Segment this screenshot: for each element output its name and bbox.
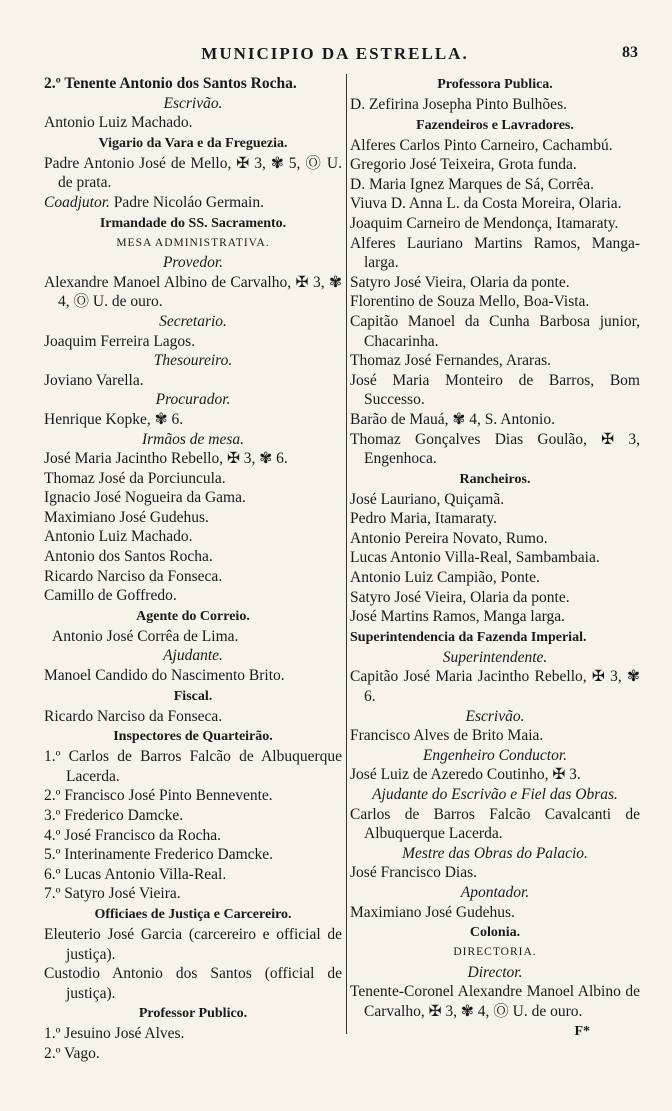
entry: Antonio dos Santos Rocha. [44, 548, 213, 566]
section-heading: Superintendencia da Fazenda Imperial. [350, 629, 587, 645]
entry: José Lauriano, Quiçamã. [350, 490, 505, 508]
left-column [44, 74, 342, 1090]
entry: Lucas Antonio Villa-Real, Sambambaia. [350, 549, 600, 567]
entry: Francisco Alves de Brito Maia. [350, 727, 544, 745]
role-heading: Escrivão. [163, 94, 223, 112]
entry: Capitão Manoel da Cunha Barbosa junior, Chacarinha. [350, 312, 640, 350]
entry: Joviano Varella. [44, 371, 144, 389]
section-heading: Agente do Correio. [136, 608, 250, 624]
role-heading: Irmãos de mesa. [141, 430, 245, 448]
page-header [44, 40, 638, 72]
entry: Barão de Mauá, ✾ 4, S. Antonio. [350, 410, 555, 428]
signature-mark: F* [574, 1023, 590, 1039]
list-item: 5.º Interinamente Frederico Damcke. [44, 846, 274, 864]
entry: D. Zefirina Josepha Pinto Bulhões. [350, 96, 567, 113]
entry: D. Maria Ignez Marques de Sá, Corrêa. [350, 175, 595, 193]
entry: Antonio Luiz Machado. [44, 528, 193, 546]
entry: Joaquim Ferreira Lagos. [44, 332, 196, 350]
two-column-body [44, 74, 640, 1090]
entry: Ricardo Narciso da Fonseca. [44, 707, 223, 725]
role-heading: Provedor. [162, 254, 224, 272]
role-heading: Procurador. [155, 391, 231, 409]
section-heading: Irmandade do SS. Sacramento. [99, 215, 287, 231]
list-item: 6.º Lucas Antonio Villa-Real. [44, 865, 227, 883]
entry: 2.º Tenente Antonio dos Santos Rocha. [44, 75, 297, 92]
section-heading: Vigario da Vara e da Freguezia. [98, 135, 288, 151]
right-column [350, 74, 640, 1090]
entry: Padre Antonio José de Mello, ✠ 3, ✾ 5, Ⓞ U. de prata. [44, 154, 342, 192]
entry: Camillo de Goffredo. [44, 587, 177, 605]
section-heading: Professor Publico. [138, 1006, 248, 1022]
entry: Padre Nicoláo Germain. [109, 193, 264, 211]
entry: Thomaz Gonçalves Dias Goulão, ✠ 3, Engenhoca. [350, 430, 640, 468]
role-label: Coadjutor. [44, 193, 110, 211]
role-heading: Ajudante. [163, 647, 223, 665]
list-item: 7.º Satyro José Vieira. [44, 885, 181, 903]
role-heading: Engenheiro Conductor. [422, 746, 568, 764]
entry: Henrique Kopke, ✾ 6. [44, 410, 184, 428]
entry: Satyro José Vieira, Olaria da ponte. [350, 588, 570, 606]
page-title: MUNICIPIO DA ESTRELLA. [201, 44, 469, 63]
role-heading: Thesoureiro. [153, 352, 233, 370]
entry: Manoel Candido do Nascimento Brito. [44, 667, 285, 685]
subsection-heading: MESA ADMINISTRATIVA. [116, 236, 270, 249]
entry: Antonio José Corrêa de Lima. [52, 627, 239, 645]
entry: Thomaz José Fernandes, Araras. [350, 352, 552, 370]
section-heading: Officiaes de Justiça e Carcereiro. [94, 906, 292, 922]
entry: Tenente-Coronel Alexandre Manoel Albino de Carvalho, ✠ 3, ✾ 4, Ⓞ U. de ouro. [350, 983, 640, 1020]
section-heading: Fazendeiros e Lavradores. [416, 117, 574, 133]
page-number: 83 [622, 44, 638, 61]
column-divider [346, 74, 347, 1034]
entry: Alferes Lauriano Martins Ramos, Manga-larga. [350, 234, 640, 272]
list-item: 2.º Vago. [44, 1044, 100, 1062]
entry: Alferes Carlos Pinto Carneiro, Cachambú. [350, 136, 613, 154]
role-heading: Director. [467, 963, 523, 981]
section-heading: Fiscal. [173, 688, 213, 704]
entry: Ricardo Narciso da Fonseca. [44, 567, 223, 585]
role-heading: Apontador. [460, 883, 530, 901]
entry: Pedro Maria, Itamaraty. [350, 510, 498, 528]
entry: Joaquim Carneiro de Mendonça, Itamaraty. [350, 214, 619, 232]
entry: Custodio Antonio dos Santos (official de justiça). [44, 965, 342, 1002]
entry: Capitão José Maria Jacintho Rebello, ✠ 3, ✾ 6. [350, 668, 640, 706]
entry: José Martins Ramos, Manga larga. [350, 608, 565, 626]
entry: José Francisco Dias. [350, 864, 477, 882]
entry: Gregorio José Teixeira, Grota funda. [350, 156, 577, 174]
role-heading: Mestre das Obras do Palacio. [402, 844, 588, 862]
role-heading: Ajudante do Escrivão e Fiel das Obras. [372, 786, 618, 803]
entry: Viuva D. Anna L. da Costa Moreira, Olaria. [350, 195, 622, 213]
entry: Eleuterio José Garcia (carcereiro e official de justiça). [44, 925, 342, 963]
list-item: 3.º Frederico Damcke. [44, 807, 184, 824]
entry: Maximiano José Gudehus. [350, 903, 515, 921]
list-item: 1.º Carlos de Barros Falcão de Albuquerque Lacerda. [44, 748, 342, 785]
entry: Alexandre Manoel Albino de Carvalho, ✠ 3, ✾ 4, Ⓞ U. de ouro. [44, 273, 342, 311]
entry: José Maria Jacintho Rebello, ✠ 3, ✾ 6. [44, 450, 288, 468]
entry: José Maria Monteiro de Barros, Bom Successo. [350, 371, 640, 409]
entry: Antonio Luiz Machado. [44, 114, 193, 132]
entry: Maximiano José Gudehus. [44, 508, 209, 526]
section-heading: Rancheiros. [459, 471, 531, 487]
section-heading: Professora Publica. [437, 77, 553, 92]
subsection-heading: DIRECTORIA. [453, 946, 537, 959]
role-heading: Superintendente. [442, 648, 548, 666]
list-item: 1.º Jesuino José Alves. [44, 1025, 185, 1043]
entry: Antonio Luiz Campião, Ponte. [350, 569, 540, 587]
document-page [44, 40, 640, 1090]
role-heading: Secretario. [159, 312, 227, 330]
entry: Thomaz José da Porciuncula. [44, 469, 226, 487]
section-heading: Colonia. [469, 925, 521, 941]
entry: Carlos de Barros Falcão Cavalcanti de Albuquerque Lacerda. [350, 805, 640, 843]
list-item: 2.º Francisco José Pinto Bennevente. [44, 787, 273, 805]
entry: Satyro José Vieira, Olaria da ponte. [350, 273, 570, 291]
entry: Antonio Pereira Novato, Rumo. [350, 529, 548, 547]
entry: José Luiz de Azeredo Coutinho, ✠ 3. [350, 766, 581, 784]
entry: Florentino de Souza Mello, Boa-Vista. [350, 293, 590, 311]
list-item: 4.º José Francisco da Rocha. [44, 826, 221, 844]
section-heading: Inspectores de Quarteirão. [113, 729, 273, 745]
role-heading: Escrivão. [465, 707, 525, 725]
entry: Ignacio José Nogueira da Gama. [44, 489, 246, 507]
